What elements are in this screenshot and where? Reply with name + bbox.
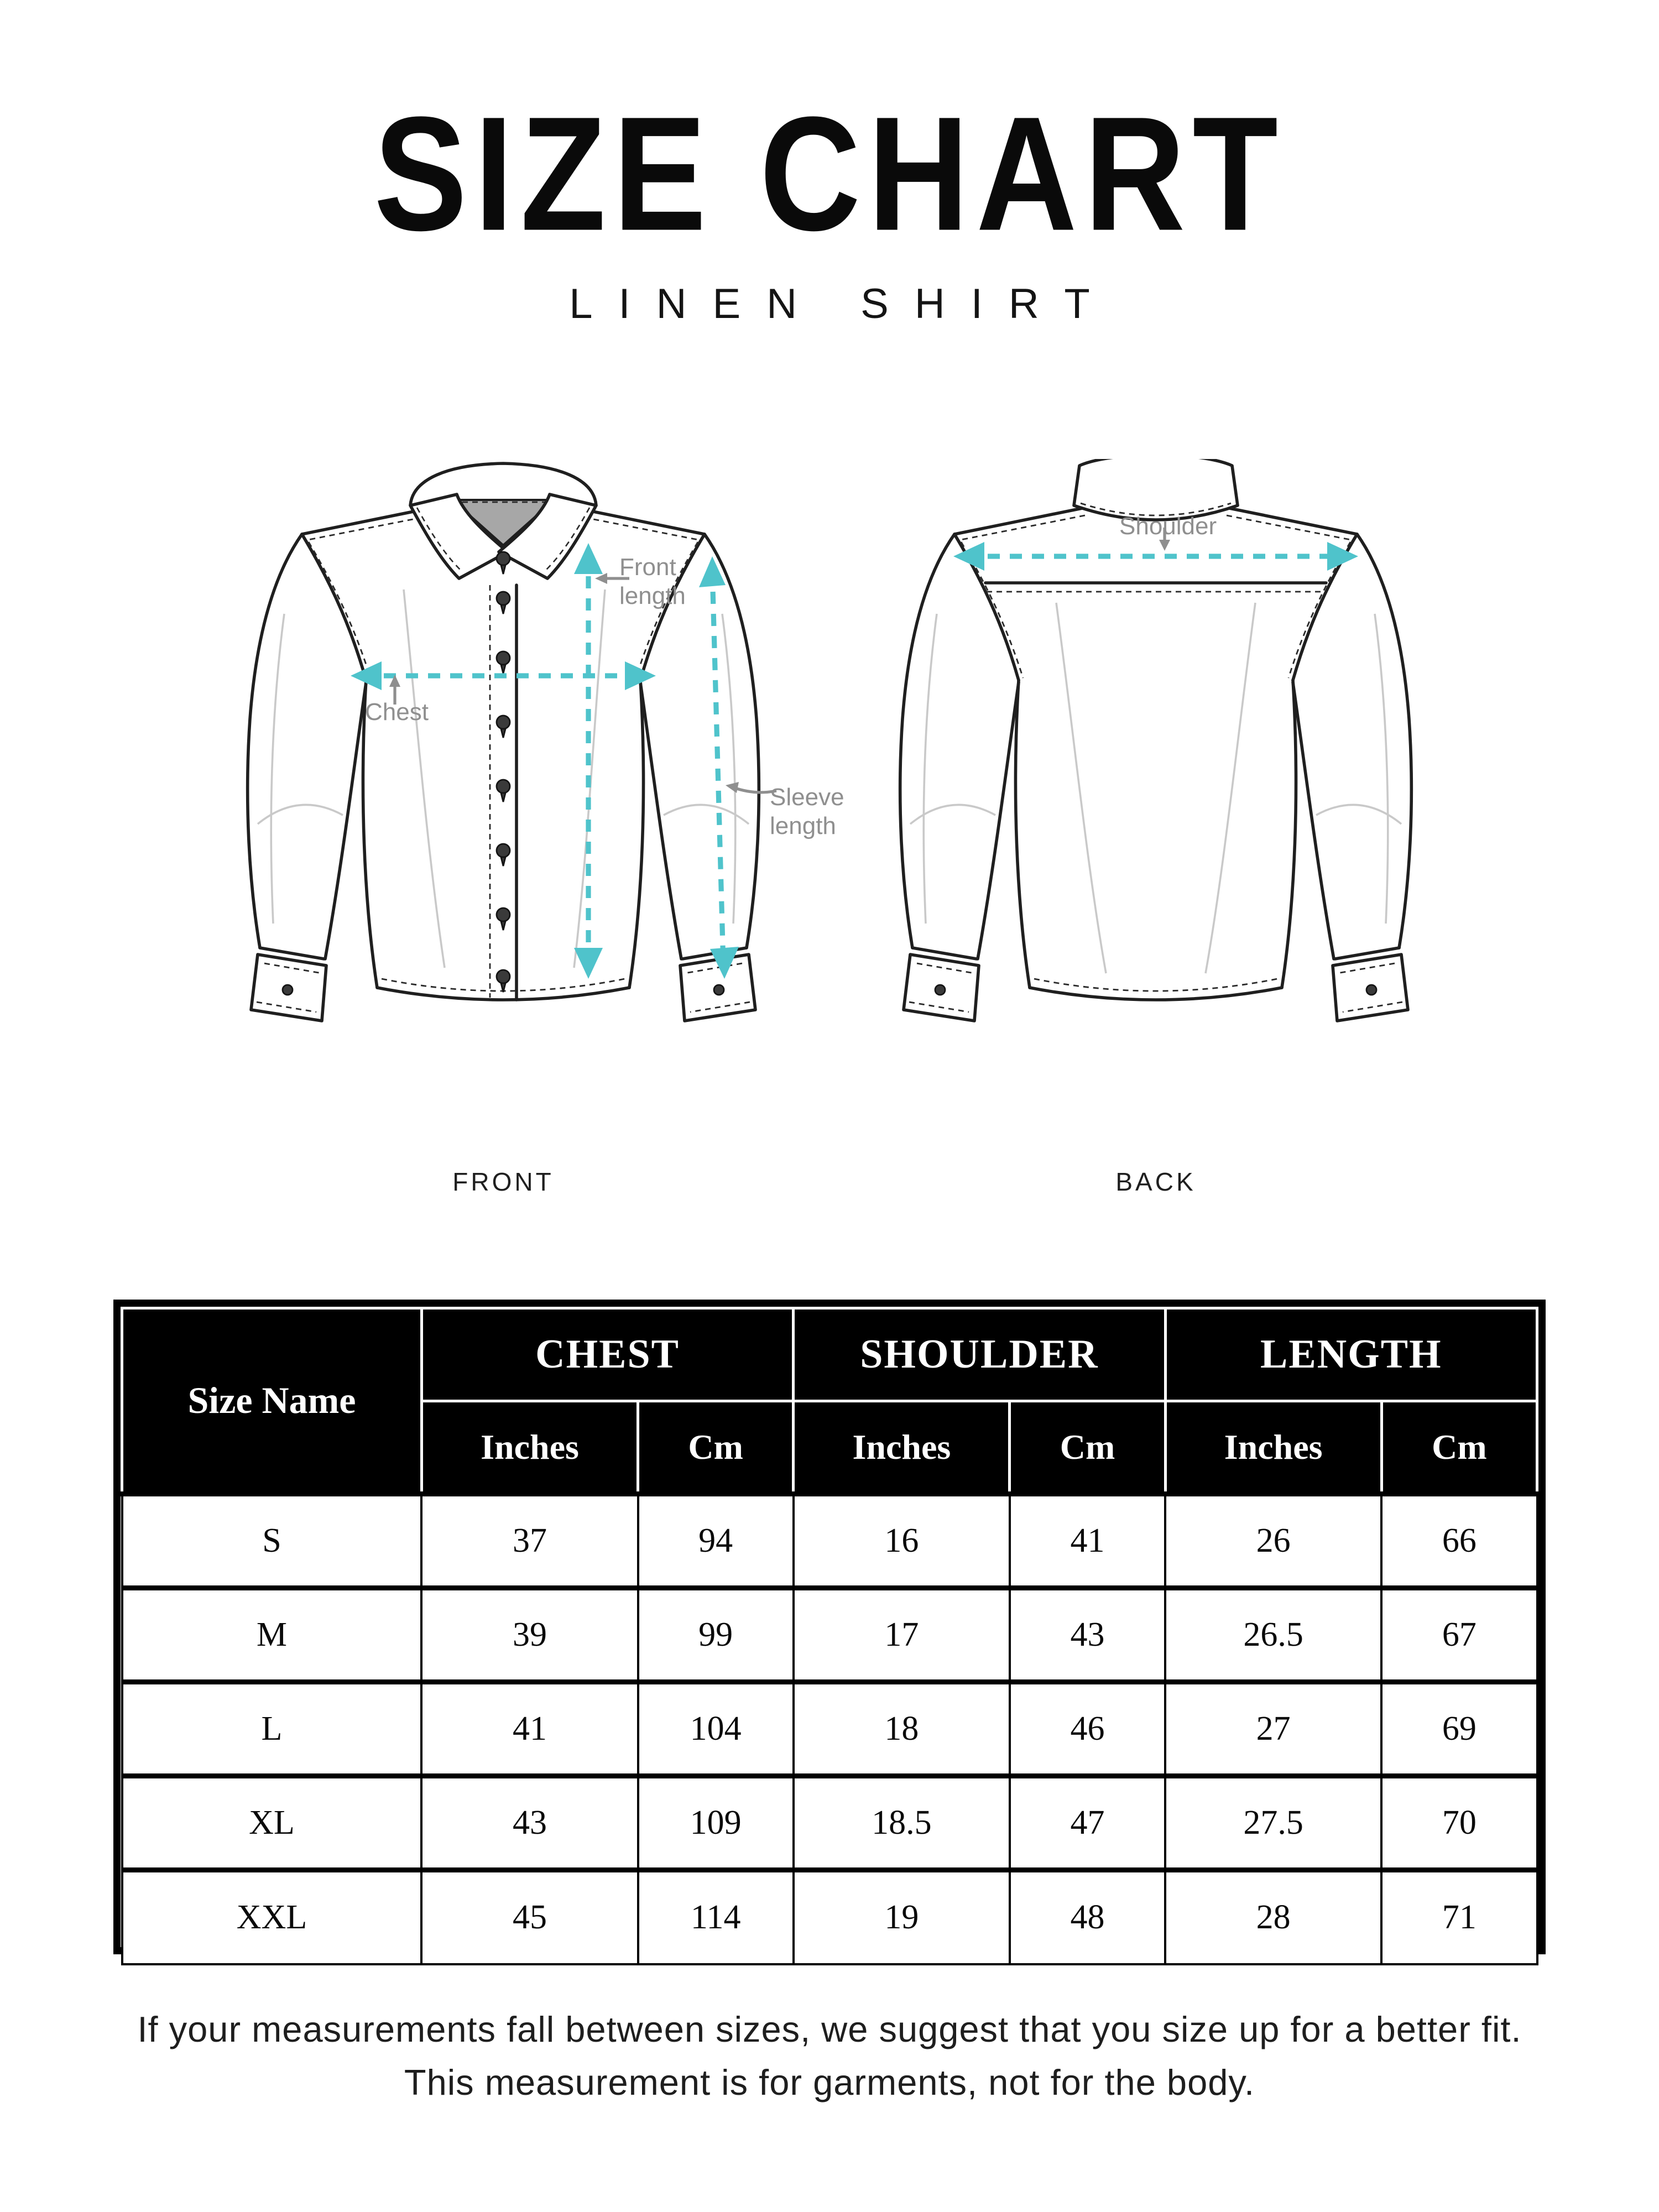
footer-line-1: If your measurements fall between sizes, we suggest that you size up for a better fit. xyxy=(137,2009,1522,2049)
table-cell: 43 xyxy=(1010,1588,1165,1682)
table-cell: 17 xyxy=(794,1588,1010,1682)
table-cell: 94 xyxy=(638,1494,794,1588)
front-caption: FRONT xyxy=(452,1167,554,1196)
back-shirt-fill xyxy=(900,508,1412,1021)
table-row xyxy=(122,1682,1537,1776)
table-cell: 41 xyxy=(1010,1494,1165,1588)
chest-label: Chest xyxy=(365,698,429,726)
length-group-header: LENGTH xyxy=(1165,1308,1537,1401)
table-cell: 16 xyxy=(794,1494,1010,1588)
shoulder-group-header: SHOULDER xyxy=(794,1308,1165,1401)
table-cell: 66 xyxy=(1381,1494,1537,1588)
back-caption: BACK xyxy=(1115,1167,1196,1196)
chest-group-header: CHEST xyxy=(421,1308,793,1401)
length-inches-header: Inches xyxy=(1165,1401,1381,1494)
table-cell: 104 xyxy=(638,1682,794,1776)
size-name-cell: S xyxy=(122,1494,422,1588)
shoulder-cm-header: Cm xyxy=(1010,1401,1165,1494)
table-cell: 45 xyxy=(421,1870,638,1964)
size-name-cell: XL xyxy=(122,1776,422,1870)
table-row xyxy=(122,1494,1537,1588)
back-shirt-diagram xyxy=(890,459,1432,1150)
back-collar xyxy=(1074,459,1238,520)
shoulder-inches-header: Inches xyxy=(794,1401,1010,1494)
table-cell: 69 xyxy=(1381,1682,1537,1776)
table-cell: 39 xyxy=(421,1588,638,1682)
table-cell: 28 xyxy=(1165,1870,1381,1964)
table-cell: 109 xyxy=(638,1776,794,1870)
footer-line-2: This measurement is for garments, not for the body. xyxy=(404,2062,1255,2103)
size-name-cell: M xyxy=(122,1588,422,1682)
table-cell: 27.5 xyxy=(1165,1776,1381,1870)
table-cell: 26.5 xyxy=(1165,1588,1381,1682)
table-cell: 71 xyxy=(1381,1870,1537,1964)
shoulder-label: Shoulder xyxy=(1119,513,1217,540)
chest-inches-header: Inches xyxy=(421,1401,638,1494)
table-cell: 99 xyxy=(638,1588,794,1682)
table-header-row-groups xyxy=(122,1308,1537,1401)
table-cell: 18.5 xyxy=(794,1776,1010,1870)
chest-cm-header: Cm xyxy=(638,1401,794,1494)
size-table-container xyxy=(113,1300,1546,1954)
table-cell: 18 xyxy=(794,1682,1010,1776)
table-cell: 67 xyxy=(1381,1588,1537,1682)
shirt-diagrams xyxy=(182,459,1477,1222)
table-cell: 19 xyxy=(794,1870,1010,1964)
front-length-label: Front length xyxy=(619,554,686,609)
length-cm-header: Cm xyxy=(1381,1401,1537,1494)
size-name-header: Size Name xyxy=(122,1308,422,1494)
footer-note xyxy=(0,2003,1659,2109)
table-cell: 43 xyxy=(421,1776,638,1870)
table-cell: 48 xyxy=(1010,1870,1165,1964)
sleeve-length-label: Sleeve length xyxy=(770,784,844,839)
table-cell: 26 xyxy=(1165,1494,1381,1588)
page-title: SIZE CHART xyxy=(374,82,1285,265)
size-table xyxy=(121,1307,1538,1965)
table-cell: 41 xyxy=(421,1682,638,1776)
table-cell: 47 xyxy=(1010,1776,1165,1870)
table-row xyxy=(122,1776,1537,1870)
table-cell: 37 xyxy=(421,1494,638,1588)
table-cell: 27 xyxy=(1165,1682,1381,1776)
table-cell: 70 xyxy=(1381,1776,1537,1870)
table-row xyxy=(122,1588,1537,1682)
table-cell: 46 xyxy=(1010,1682,1165,1776)
table-row xyxy=(122,1870,1537,1964)
size-name-cell: XXL xyxy=(122,1870,422,1964)
table-cell: 114 xyxy=(638,1870,794,1964)
size-name-cell: L xyxy=(122,1682,422,1776)
page-subtitle: LINEN SHIRT xyxy=(569,280,1116,327)
